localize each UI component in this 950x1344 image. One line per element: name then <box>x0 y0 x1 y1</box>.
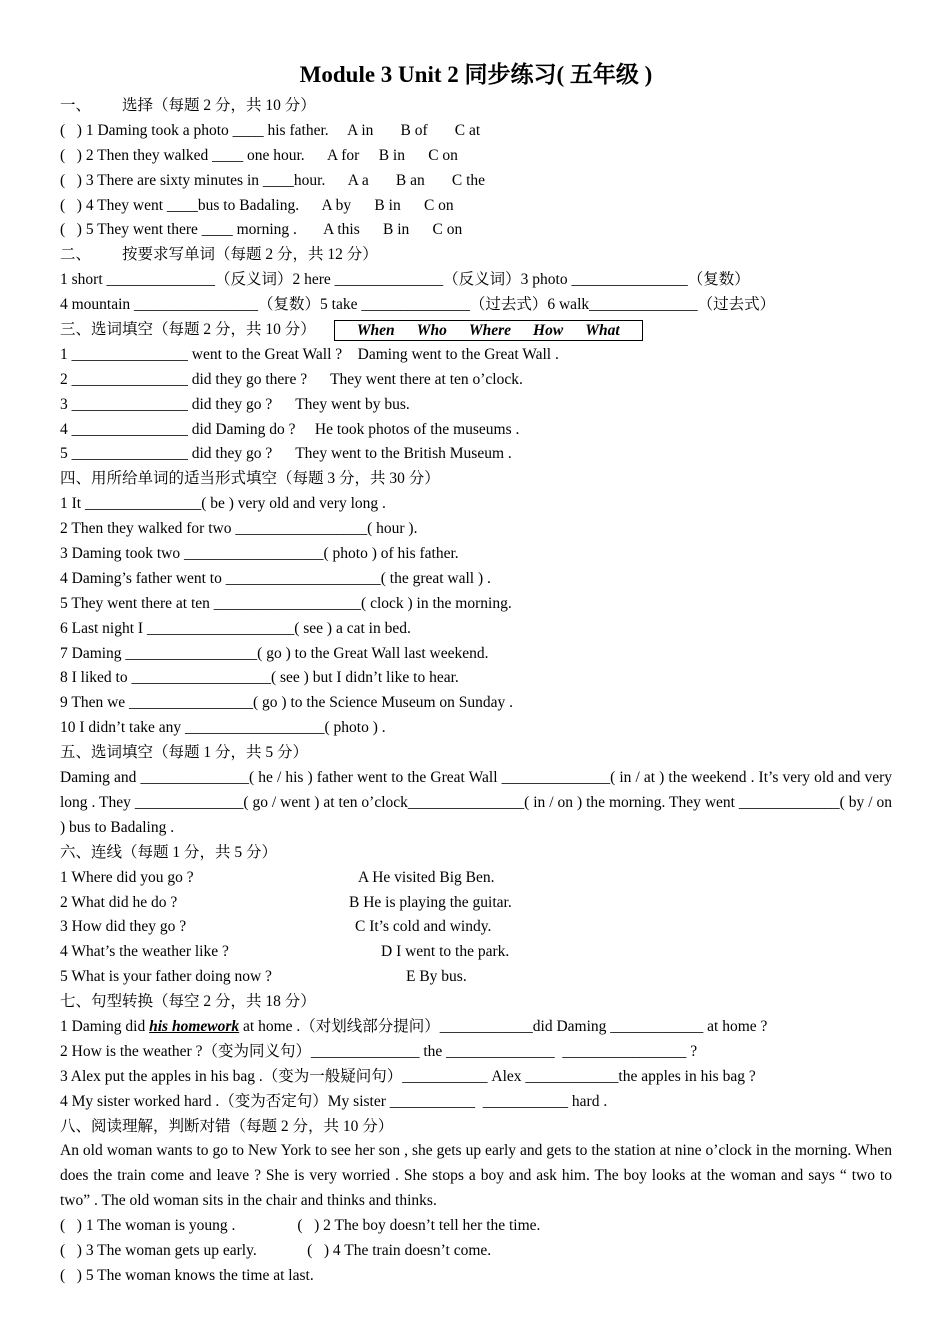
s4-item: 3 Daming took two __________________( photo ) of his father. <box>60 545 459 563</box>
s7-item1-post: at home .（对划线部分提问）____________did Daming ____________ at home ? <box>239 1018 768 1035</box>
s5-paragraph: Daming and ______________( he / his ) father went to the Great Wall ______________( in / at ) the weekend . It’s very old and very long . They ______________( go / went ) at ten o’clock_______________( in / on ) the morning. They went _____________( by / on ) bus to Badaling . <box>60 769 892 836</box>
s7-item <box>60 1015 892 1040</box>
s1-item: ( ) 3 There are sixty minutes in ____hour. A a B an C the <box>60 171 486 189</box>
word-bank-word: Where <box>468 321 512 339</box>
s7-item: 2 How is the weather ?（变为同义句）______________ the ______________ ________________ ? <box>60 1042 698 1060</box>
s3-item: 3 _______________ did they go ? They went by bus. <box>60 395 410 413</box>
s7-item: 4 My sister worked hard .（变为否定句）My sister ___________ ___________ hard . <box>60 1092 608 1110</box>
s8-paragraph: An old woman wants to go to New York to see her son , she gets up early and gets to the station at nine o’clock in the morning. When does the train come and leave ? She is very worried . She stops a boy and ask him. The boy looks at the woman and says “ two to two” . The old woman sits in the chair and thinks and thinks. <box>60 1142 892 1210</box>
s6-question: 4 What’s the weather like ? <box>60 943 229 961</box>
s1-item: ( ) 2 Then they walked ____ one hour. A for B in C on <box>60 146 458 164</box>
s8-item: ( ) 3 The woman gets up early. ( ) 4 The train doesn’t come. <box>60 1242 492 1260</box>
s6-question: 2 What did he do ? <box>60 893 178 911</box>
s3-item: 5 _______________ did they go ? They went to the British Museum . <box>60 445 512 463</box>
s6-question: 1 Where did you go ? <box>60 868 194 886</box>
s7-item: 3 Alex put the apples in his bag .（变为一般疑问句）___________ Alex ____________the apples in his bag ? <box>60 1067 756 1085</box>
s1-item: ( ) 4 They went ____bus to Badaling. A by B in C on <box>60 196 454 214</box>
s6-answer: D I went to the park. <box>381 943 510 961</box>
section-3-heading: 三、选词填空（每题 2 分，共 10 分） <box>60 321 316 339</box>
s1-item: ( ) 5 They went there ____ morning . A this B in C on <box>60 221 463 239</box>
s8-item: ( ) 1 The woman is young . ( ) 2 The boy doesn’t tell her the time. <box>60 1217 541 1235</box>
s6-question: 5 What is your father doing now ? <box>60 968 272 986</box>
s6-answer: A He visited Big Ben. <box>358 868 495 886</box>
s6-question: 3 How did they go ? <box>60 918 187 936</box>
s6-answer: E By bus. <box>406 968 467 986</box>
s4-item: 4 Daming’s father went to ____________________( the great wall ) . <box>60 569 491 587</box>
word-bank-word: How <box>533 321 564 339</box>
word-bank-word: Who <box>416 321 447 339</box>
s6-pair <box>60 940 892 965</box>
section-5-heading: 五、选词填空（每题 1 分，共 5 分） <box>60 744 309 762</box>
s3-item: 4 _______________ did Daming do ? He took photos of the museums . <box>60 420 520 438</box>
s6-answer: B He is playing the guitar. <box>349 893 512 911</box>
s3-item: 2 _______________ did they go there ? They went there at ten o’clock. <box>60 370 523 388</box>
section-1-heading: 一、 选择（每题 2 分，共 10 分） <box>60 97 316 114</box>
word-bank-box <box>334 320 643 341</box>
section-6-heading: 六、连线（每题 1 分，共 5 分） <box>60 843 278 861</box>
s4-item: 5 They went there at ten ___________________( clock ) in the morning. <box>60 594 512 612</box>
word-bank-word: What <box>585 321 620 339</box>
s4-item: 9 Then we ________________( go ) to the Science Museum on Sunday . <box>60 694 514 712</box>
s4-item: 10 I didn’t take any __________________( photo ) . <box>60 719 386 737</box>
s4-item: 6 Last night I ___________________( see ) a cat in bed. <box>60 619 411 637</box>
s4-item: 7 Daming _________________( go ) to the Great Wall last weekend. <box>60 644 489 662</box>
s7-underlined-phrase: his homework <box>149 1018 240 1035</box>
word-bank-word: When <box>356 321 395 339</box>
s4-item: 8 I liked to __________________( see ) but I didn’t like to hear. <box>60 669 459 687</box>
s4-item: 2 Then they walked for two _________________( hour ). <box>60 520 418 538</box>
s7-item1-pre: 1 Daming did <box>60 1018 150 1035</box>
s1-item: ( ) 1 Daming took a photo ____ his father. A in B of C at <box>60 121 481 139</box>
worksheet-page <box>60 56 892 1289</box>
s8-item: ( ) 5 The woman knows the time at last. <box>60 1266 314 1284</box>
s6-answer: C It’s cold and windy. <box>355 918 492 936</box>
section-8-heading: 八、阅读理解，判断对错（每题 2 分，共 10 分） <box>60 1117 394 1135</box>
s2-line: 4 mountain ________________（复数）5 take ______________（过去式）6 walk______________（过去式） <box>60 296 776 314</box>
section-7-heading: 七、句型转换（每空 2 分，共 18 分） <box>60 993 316 1011</box>
section-3-heading-row <box>60 318 892 343</box>
s6-pair <box>60 866 892 891</box>
page-title: Module 3 Unit 2 同步练习( 五年级 ) <box>299 62 653 87</box>
s6-pair <box>60 915 892 940</box>
s6-pair <box>60 965 892 990</box>
s2-line: 1 short ______________（反义词）2 here ______________（反义词）3 photo _______________（复数） <box>60 271 750 289</box>
s6-pair <box>60 891 892 916</box>
section-4-heading: 四、用所给单词的适当形式填空（每题 3 分，共 30 分） <box>60 470 440 488</box>
s4-item: 1 It _______________( be ) very old and very long . <box>60 495 386 513</box>
s3-item: 1 _______________ went to the Great Wall ? Daming went to the Great Wall . <box>60 345 559 363</box>
section-2-heading: 二、 按要求写单词（每题 2 分，共 12 分） <box>60 246 378 264</box>
